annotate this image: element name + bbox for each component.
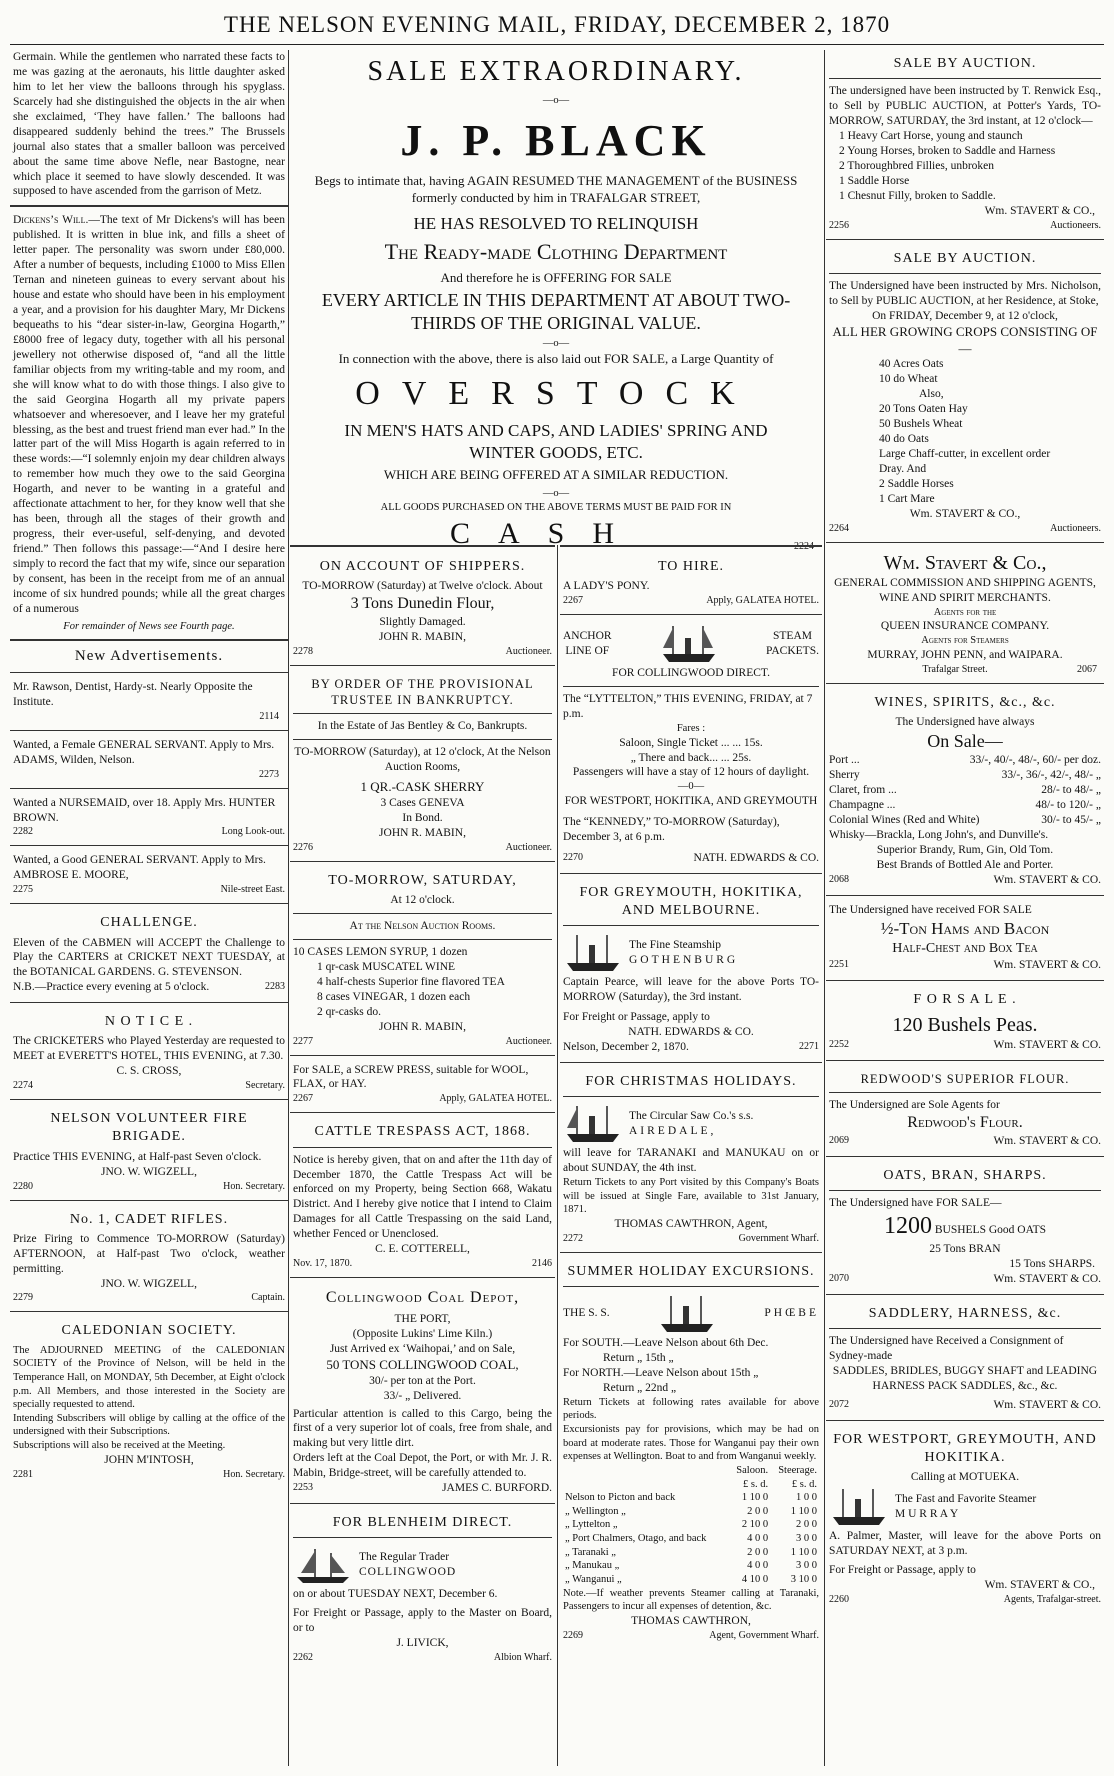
ad-shippers: ON ACCOUNT OF SHIPPERS. TO-MORROW (Saturday) at Twelve o'clock. About 3 Tons Dunedin Flour, Slightly Damaged. JOHN R. MABIN, 2278 Auctioneer.: [293, 559, 552, 657]
steamship-icon: [657, 1292, 717, 1336]
column-rule: [288, 50, 289, 1766]
ad-jp-black: [290, 50, 822, 553]
column-auctions: [290, 545, 555, 1766]
ad-pony-hire: TO HIRE. A LADY'S PONY. 2267 Apply, GALATEA HOTEL.: [563, 559, 819, 607]
resolved-line: HE HAS RESOLVED TO RELINQUISH: [413, 214, 699, 233]
ad-peas: F O R S A L E . 120 Bushels Peas. 2252 Wm. STAVERT & CO.: [829, 991, 1101, 1052]
ad-redwood-flour: REDWOOD'S SUPERIOR FLOUR. The Undersigned are Sole Agents for Redwood's Flour. 2069 Wm. STAVERT & CO.: [829, 1071, 1101, 1147]
steamship-icon: [563, 931, 623, 975]
ad-notice: N O T I C E . The CRICKETERS who Played Yesterday are requested to MEET at EVERETT'S HOTEL, THIS EVENING, at 7.30. C. S. CROSS, 2274 Secretary.: [13, 1014, 285, 1092]
connection-line: In connection with the above, there is also laid out FOR SALE, a Large Quantity of: [338, 351, 774, 366]
ad-caledonian: CALEDONIAN SOCIETY. The ADJOURNED MEETING of the CALEDONIAN SOCIETY of the Province of Nelson, will be held in the Temperance Hall, on MONDAY, 5th December, at Eight o'clock p.m. All Members, and those interested in the Society are specially requested to attend. Intending Subscribers will oblige by calling at the office of the undersigned with their Subscriptions. Subscriptions will also be received at the Meeting. JOHN M'INTOSH, 2281 Hon. Secretary.: [13, 1323, 285, 1480]
ad-phoebe: SUMMER HOLIDAY EXCURSIONS. THE S. S. PHŒBE For SOUTH.—Leave Nelson about 6th Dec. Return „ 15th „ For NORTH.—Leave Nelson about 15th „ Return „ 22nd „ Return Tickets at following rates available for above periods. Excursionists pay for provisions, which may be had on board at moderate rates. Those for Wanganui pay their own expenses at Wellington. Boat to and from Wanganui weekly. Saloon. Steerage. £ s. d. £ s. d. Nelson to Picton and back 1 10 0 1 0 0 „ Wellington „ 2 0 0 1 10 0 „ Lyttelton „ 2 10 0 2 0 0 „ Port Chalmers, Otago, and back 4 0 0 3 0 0 „ Taranaki „ 2 0 0 1 10 0 „ Manukau „ 4 0 0 3 0 0 „ Wanganui „ 4 10 0 3 10 0 Note.—If weather prevents Steamer calling at Taranaki, Passengers to incur all expenses of detention, &c. THOMAS CAWTHRON, 2269 Agent, Government Wharf.: [563, 1263, 819, 1641]
ad-auction-nicholson: SALE BY AUCTION. The Undersigned have been instructed by Mrs. Nicholson, to Sell by PUBLIC AUCTION, at her Residence, at Stoke, On FRIDAY, December 9, at 12 o'clock, ALL HER GROWING CROPS CONSISTING OF— 40 Acres Oats 10 do Wheat Also, 20 Tons Oaten Hay 50 Bushels Wheat 40 do Oats Large Chaff-cutter, in excellent order Dray. And 2 Saddle Horses 1 Cart Mare Wm. STAVERT & CO., 2264 Auctioneers.: [829, 250, 1101, 534]
goods-line: ALL GOODS PURCHASED ON THE ABOVE TERMS MUST BE PAID FOR IN: [380, 501, 732, 513]
ad-saddlery: SADDLERY, HARNESS, &c. The Undersigned have Received a Consignment of Sydney-made SADDLES, BRIDLES, BUGGY SHAFT and LEADING HARNESS PACK SADDLES, &c., &c. 2072 Wm. STAVERT & CO.: [829, 1306, 1101, 1411]
ship-icon: [293, 1543, 353, 1587]
ad-blenheim: FOR BLENHEIM DIRECT. The Regular Trader COLLINGWOOD on or about TUESDAY NEXT, December 6. For Freight or Passage, apply to the Master on Board, or to J. LIVICK, 2262 Albion Wharf.: [293, 1515, 552, 1664]
ad-cattle-trespass: CATTLE TRESPASS ACT, 1868. Notice is hereby given, that on and after the 11th day of December 1870, the Cattle Trespass Act will be enforced on my Property, being Section 668, Wakatu District. And I hereby give notice that I intend to Claim Damages for all Cattle Trespassing on the said Land, whether Fenced or Unenclosed. C. E. COTTERELL, Nov. 17, 1870. 2146: [293, 1124, 552, 1270]
steamship-icon: [659, 622, 719, 666]
ad-wanted-servant: Wanted, a Female GENERAL SERVANT. Apply to Mrs. ADAMS, Wilden, Nelson. 2273: [13, 738, 279, 780]
new-advertisements-heading: New Advertisements.: [74, 648, 224, 665]
table-row: „ Wanganui „ 4 10 0 3 10 0: [565, 1574, 817, 1586]
ad-airedale: FOR CHRISTMAS HOLIDAYS. The Circular Saw Co.'s s.s. AIREDALE, will leave for TARANAKI and MANUKAU on or about SUNDAY, the 4th inst. Return Tickets to any Port visited by this Company's Boats will be issued at Single Fare, available to 31st January, 1871. THOMAS CAWTHRON, Agent, 2272 Government Wharf.: [563, 1073, 819, 1244]
dickens-will-article: Dickens’s Will.—The text of Mr Dickens's will has been published. It is written in blue ink, and fills a sheet of letter paper. The personality was sworn under £80,000. After a number of bequests, including £1000 to Miss Ellen Ternan and nineteen guineas to every servant about his house and estate who should have been in his employment a year, and a provision for his daughter Mary, Mr Dickens bequeaths to his “dear sister-in-law, Georgina Hogarth,” £8000 free of legacy duty, together with all his personal jewellery not otherwise disposed of, “and all the little familiar objects from my writing-table and my room, and she will know what to do with those things. I also give to the said Georgina Hogarth all my private papers whatsoever and wheresoever, and I leave her my grateful blessing, as the best and truest friend man ever had.” In the latter part of the will Miss Hogarth is again referred to in these words:—“I solemnly enjoin my dear children always to remember how much they owe to the said Georgina Hogarth, and never to be wanting in a grateful and affectionate attachment to her, for they know well that she has been, through all the stages of their growth and progress, their ever-useful, self-denying, and devoted friend.” Then follows this passage:—“And I desire here simply to record the fact that my wife, since our separation by consent, has been in the receipt from me of an annual income of six hundred pounds; while all the great charges of a numerous: [13, 214, 285, 615]
department-line: The Ready-made Clothing Department: [384, 239, 728, 265]
therefore-line: And therefore he is OFFERING FOR SALE: [440, 269, 672, 285]
table-row: Nelson to Picton and back 1 10 0 1 0 0: [565, 1492, 817, 1504]
ad-wanted-general-servant: Wanted, a Good GENERAL SERVANT. Apply to Mrs. AMBROSE E. MOORE, 2275 Nile-street East.: [13, 854, 285, 896]
table-row: „ Manukau „ 4 0 0 3 0 0: [565, 1560, 817, 1572]
ad-wines-spirits: WINES, SPIRITS, &c., &c. The Undersigned have always On Sale— Port ... 33/-, 40/-, 48/-, 60/- per doz. Sherry 33/-, 36/-, 42/-, 48/- „ Claret, from ... 28/- to 48/- „ Champagne ... 48/- to 120/- „ Colonial Wines (Red and White) 30/- to 45/- „ Whisky—Brackla, Long John's, and Dunville's. Superior Brandy, Rum, Gin, Old Tom. Best Brands of Bottled Ale and Porter. 2068 Wm. STAVERT & CO.: [829, 694, 1101, 886]
table-row: „ Port Chalmers, Otago, and back 4 0 0 3 0 0: [565, 1533, 817, 1545]
ad-rawson: Mr. Rawson, Dentist, Hardy-st. Nearly Opposite the Institute. 2114: [13, 680, 279, 722]
fares-table: Saloon. Steerage. £ s. d. £ s. d. Nelson to Picton and back 1 10 0 1 0 0 „ Wellington „ 2 0 0 1 10 0 „ Lyttelton „ 2 10 0 2 0 0 „ Port Chalmers, Otago, and back 4 0 0 3 0 0 „ Taranaki „ 2 0 0 1 10 0 „ Manukau „ 4 0 0 3 0 0 „ Wanganui „ 4 10 0 3 10 0: [565, 1464, 817, 1586]
balloon-article: Germain. While the gentlemen who narrated these facts to me was gazing at the aeronauts, his little daughter asked him to let her view the balloons through his spyglass. Scarcely had she distinguished the objects in the air when she exclaimed, ‘They have fallen.’ The balloons had disappeared suddenly behind the trees.” The Brussels journal also states that a smaller balloon was perceived about the same time above Nefle, near Bastogne, near which place it seemed to have slowly descended. It was supposed to have ascended from the garrison of Metz.: [13, 51, 285, 198]
every-article-line: EVERY ARTICLE IN THIS DEPARTMENT AT ABOUT TWO-THIRDS OF THE ORIGINAL VALUE.: [321, 289, 791, 333]
ad-auction-renwick: SALE BY AUCTION. The undersigned have been instructed by T. Renwick Esq., to Sell by PUBLIC AUCTION, at Potter's Yards, TO-MORROW, SATURDAY, the 3rd instant, at 12 o'clock— 1 Heavy Cart Horse, young and staunch 2 Young Horses, broken to Saddle and Harness 2 Thoroughbred Fillies, unbroken 1 Saddle Horse 1 Chesnut Filly, broken to Saddle. Wm. STAVERT & CO., 2256 Auctioneers.: [829, 56, 1101, 231]
table-row: „ Taranaki „ 2 0 0 1 10 0: [565, 1546, 817, 1558]
ad-wanted-nursemaid: Wanted a NURSEMAID, over 18. Apply Mrs. HUNTER BROWN. 2282 Long Look-out.: [13, 796, 285, 838]
begs-text: Begs to intimate that, having AGAIN RESUMED THE MANAGEMENT of the BUSINESS formerly conducted by him in TRAFALGAR STREET,: [314, 173, 798, 206]
steamship-icon: [829, 1485, 889, 1529]
ad-stavert-agents: Wm. Stavert & Co., GENERAL COMMISSION AND SHIPPING AGENTS, WINE AND SPIRIT MERCHANTS. Agents for the QUEEN INSURANCE COMPANY. Agents for Steamers MURRAY, JOHN PENN, and WAIPARA. Trafalgar Street. 2067: [834, 551, 1097, 675]
ad-saturday-auction: TO-MORROW, SATURDAY, At 12 o'clock. At the Nelson Auction Rooms. 10 CASES LEMON SYRUP, 1 dozen 1 qr-cask MUSCATEL WINE 4 half-chests Superior fine flavored TEA 8 cases VINEGAR, 1 dozen each 2 qr-casks do. JOHN R. MABIN, 2277 Auctioneer.: [293, 872, 552, 1047]
column-news: [10, 50, 288, 1766]
masthead: THE NELSON EVENING MAIL, FRIDAY, DECEMBER 2, 1870: [223, 12, 891, 37]
overstock-word: OVERSTOCK: [355, 374, 757, 412]
table-row: „ Wellington „ 2 0 0 1 10 0: [565, 1505, 817, 1517]
table-row: „ Lyttelton „ 2 10 0 2 0 0: [565, 1519, 817, 1531]
ad-trustee: BY ORDER OF THE PROVISIONAL TRUSTEE IN BANKRUPTCY. In the Estate of Jas Bentley & Co, Bankrupts. TO-MORROW (Saturday), at 12 o'clock, At the Nelson Auction Rooms, 1 QR.-CASK SHERRY 3 Cases GENEVA In Bond. JOHN R. MABIN, 2276 Auctioneer.: [293, 676, 552, 853]
column-stavert: [826, 50, 1104, 1766]
cash-word: CASH: [449, 517, 643, 551]
column-rule: [824, 50, 825, 1766]
divider: —o—: [542, 338, 570, 350]
ad-oats-bran: OATS, BRAN, SHARPS. The Undersigned have FOR SALE— 1200 BUSHELS Good OATS 25 Tons BRAN 15 Tons SHARPS. 2070 Wm. STAVERT & CO.: [829, 1167, 1101, 1286]
divider: —o—: [542, 488, 570, 500]
ad-murray: FOR WESTPORT, GREYMOUTH, AND HOKITIKA. Calling at MOTUEKA. The Fast and Favorite Steamer M U R R A Y A. Palmer, Master, will leave for the above Ports on SATURDAY NEXT, at 3 p.m. For Freight or Passage, apply to Wm. STAVERT & CO., 2260 Agents, Trafalgar-street.: [829, 1431, 1101, 1605]
which-line: WHICH ARE BEING OFFERED AT A SIMILAR REDUCTION.: [383, 467, 729, 483]
sale-extraordinary: SALE EXTRAORDINARY.: [367, 56, 745, 87]
steamship-icon: [563, 1102, 623, 1146]
masthead-rule: [10, 44, 1104, 45]
jp-black-name: J. P. BLACK: [400, 116, 712, 166]
divider: —o—: [542, 95, 570, 107]
ad-cadet-rifles: No. 1, CADET RIFLES. Prize Firing to Commence TO-MORROW (Saturday) AFTERNOON, at Half-past Two o'clock, weather permitting. JNO. W. WIGZELL, 2279 Captain.: [13, 1211, 285, 1304]
remainder-note: For remainder of News see Fourth page.: [63, 620, 235, 632]
ad-hams-bacon: The Undersigned have received FOR SALE ½-Ton Hams and Bacon Half-Chest and Box Tea 2251 Wm. STAVERT & CO.: [829, 903, 1101, 971]
column-rule: [557, 545, 558, 1766]
ad-gothenburg: FOR GREYMOUTH, HOKITIKA, AND MELBOURNE. The Fine Steamship GOTHENBURG Captain Pearce, will leave for the above Ports TO-MORROW (Saturday), the 3rd instant. For Freight or Passage, apply to NATH. EDWARDS & CO. Nelson, December 2, 1870. 2271: [563, 884, 819, 1053]
hats-line: IN MEN'S HATS AND CAPS, AND LADIES' SPRING AND WINTER GOODS, ETC.: [344, 421, 768, 463]
ad-challenge: CHALLENGE. Eleven of the CABMEN will ACCEPT the Challenge to Play the CARTERS at CRICKET NEXT TUESDAY, at the BOTANICAL GARDENS. G. STEVENSON. N.B.—Practice every evening at 5 o'clock. 2283: [13, 915, 285, 994]
ad-fire-brigade: NELSON VOLUNTEER FIRE BRIGADE. Practice THIS EVENING, at Half-past Seven o'clock. JNO. W. WIGZELL, 2280 Hon. Secretary.: [13, 1111, 285, 1192]
ad-coal-depot: Collingwood Coal Depot, THE PORT, (Opposite Lukins' Lime Kiln.) Just Arrived ex ‘Waihopai,’ and on Sale, 50 TONS COLLINGWOOD COAL, 30/- per ton at the Port. 33/- „ Delivered. Particular attention is called to this Cargo, being the first of a very superior lot of coals, free from shale, and making but very little dirt. Orders left at the Coal Depot, the Port, or with Mr. J. R. Mabin, Bridge-street, will be carefully attended to. 2253 JAMES C. BURFORD.: [293, 1289, 552, 1495]
ad-anchor-line: ANCHOR LINE OF STEAM PACKETS. FOR COLLINGWOOD DIRECT. The “LYTTELTON,” THIS EVENING, FRIDAY, at 7 p.m. Fares : Saloon, Single Ticket ... ... 15s. „ There and back... ... 25s. Passengers will have a stay of 12 hours of daylight. —0— FOR WESTPORT, HOKITIKA, AND GREYMOUTH The “KENNEDY,” TO-MORROW (Saturday), December 3, at 6 p.m. 2270 NATH. EDWARDS & CO.: [560, 620, 822, 868]
ad-number: 2224: [794, 541, 814, 553]
column-shipping: [560, 545, 822, 1766]
ad-screw-press: For SALE, a SCREW PRESS, suitable for WOOL, FLAX, or HAY. 2267 Apply, GALATEA HOTEL.: [293, 1063, 552, 1105]
